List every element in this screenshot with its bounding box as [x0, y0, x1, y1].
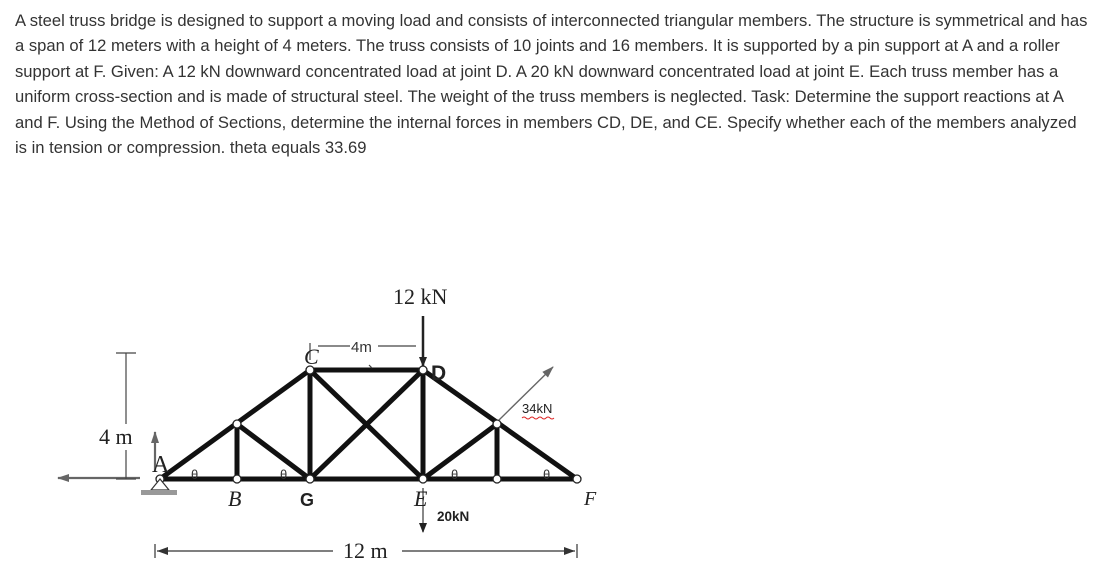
angle-symbol-3: θ: [451, 467, 459, 482]
joint-b-top: [233, 420, 241, 428]
joint-right-top: [493, 420, 501, 428]
height-dimension: [116, 353, 136, 479]
label-b: B: [228, 486, 242, 511]
problem-statement: A steel truss bridge is designed to support a moving load and consists of interconnected triangular members. The structure is symmetrical and has a span of 12 meters with a height of 4 meters. The truss consists of 10 joints and 16 members. It is supported by a pin support at A and a roller support at F. Given: A 12 kN downward concentrated load at joint D. A 20 kN downward concentrated load at joint E. Each truss member has a uniform cross-section and is made of structural steel. The weight of the truss members is neglected. Task: Determine the support reactions at A and F. Using the Method of Sections, determine the internal forces in members CD, DE, and CE. Specify whether each of the members analyzed is in tension or compression. theta equals 33.69: [15, 11, 1088, 158]
load-34-underline: [522, 417, 554, 419]
angle-symbol-4: θ: [543, 467, 551, 482]
load-34-label: 34kN: [522, 401, 553, 416]
joint-g: [306, 475, 314, 483]
label-f: F: [584, 488, 597, 510]
top-chord-dimension-label: 4m: [351, 339, 372, 356]
load-d-label: 12 kN: [393, 284, 448, 309]
label-e: E: [414, 486, 428, 511]
joint-e: [419, 475, 427, 483]
label-a: A: [152, 452, 170, 478]
joint-f: [573, 475, 581, 483]
joint-d: [419, 366, 427, 374]
label-g: G: [300, 490, 315, 510]
angle-symbol-1: θ: [191, 467, 199, 482]
label-c: C: [304, 344, 319, 369]
member-diagonal-right: [423, 424, 497, 479]
member-diagonal-left: [237, 424, 310, 479]
span-label: 12 m: [343, 538, 388, 563]
height-label: 4 m: [99, 424, 133, 449]
label-d: D: [431, 362, 447, 385]
joint-b: [233, 475, 241, 483]
joint-right-bottom: [493, 475, 501, 483]
angle-symbol-2: θ: [280, 467, 288, 482]
truss-members: [160, 370, 577, 479]
load-e-label: 20kN: [437, 509, 470, 524]
